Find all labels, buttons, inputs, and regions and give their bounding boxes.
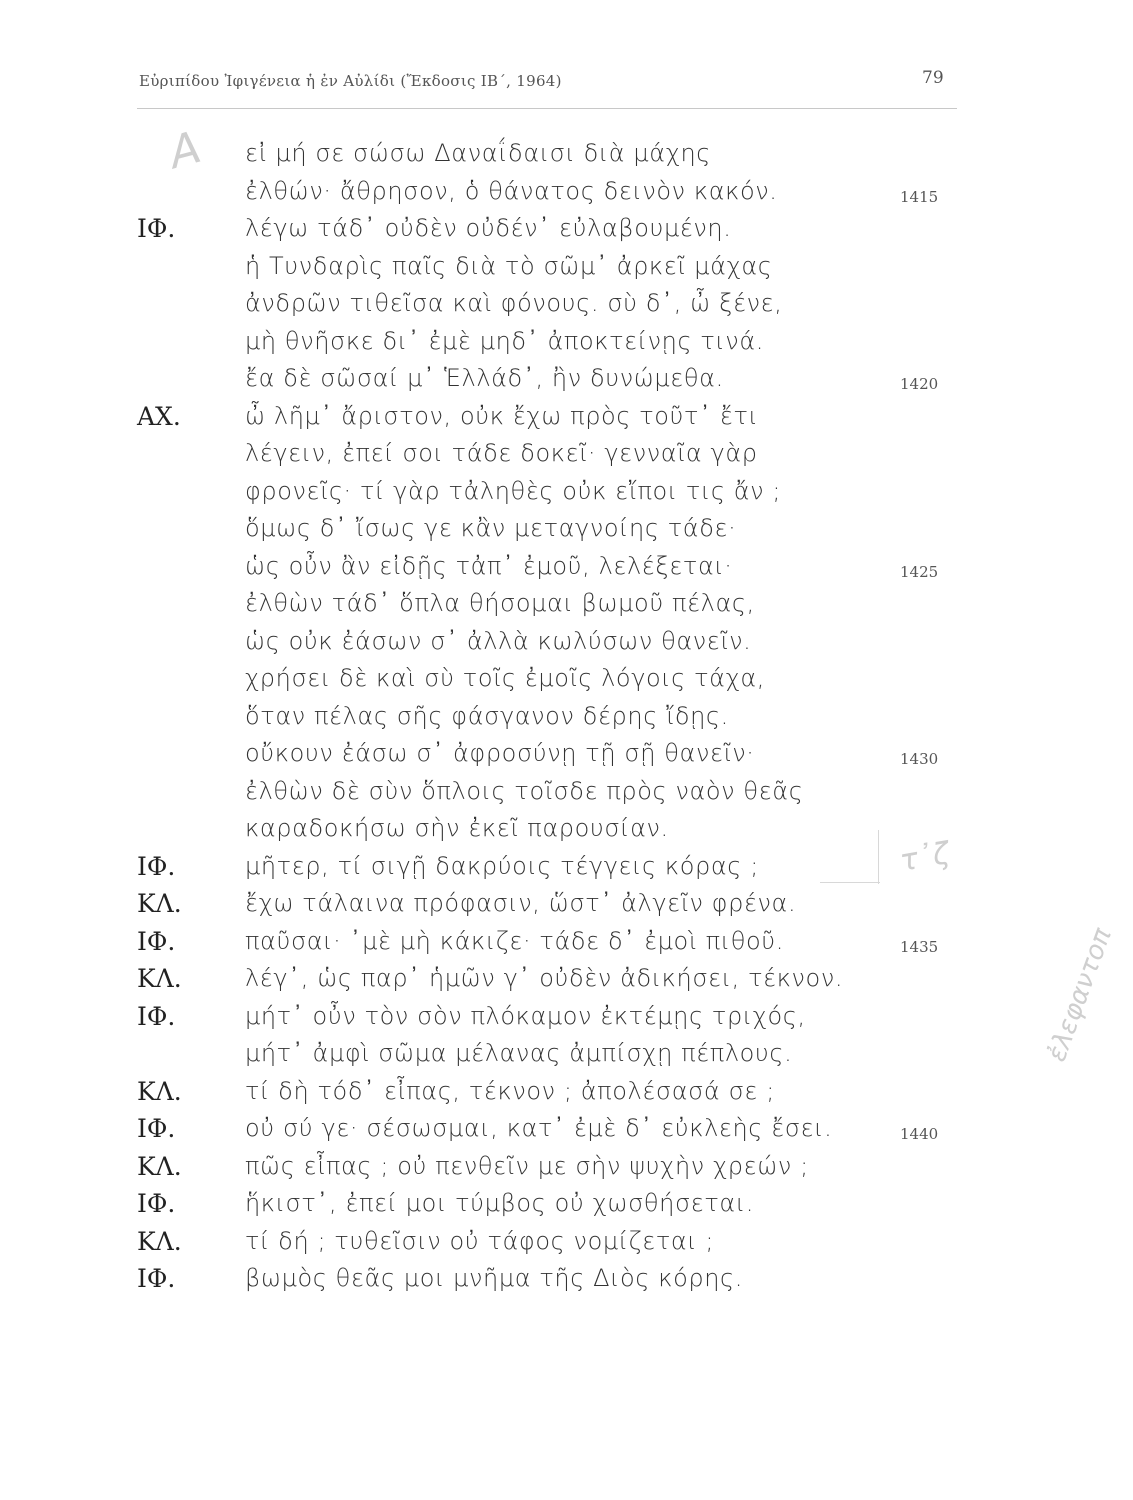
speaker-label: ΚΛ. bbox=[137, 1151, 182, 1181]
verse-line bbox=[0, 1185, 1133, 1223]
verse-text: λέγ᾽, ὡς παρ᾽ ἡμῶν γ᾽ οὐδὲν ἀδικήσει, τέκνον. bbox=[245, 964, 844, 992]
verse-text: ἡ Τυνδαρὶς παῖς διὰ τὸ σῶμ᾽ ἀρκεῖ μάχας bbox=[245, 251, 773, 280]
verse-line bbox=[0, 923, 1133, 961]
verse-line bbox=[0, 735, 1133, 773]
running-head: Εὐριπίδου Ἰφιγένεια ἡ ἐν Αὐλίδι (Ἔκδοσις ΙΒ΄, 1964) bbox=[139, 72, 562, 90]
speaker-label: ΙΦ. bbox=[137, 1264, 176, 1293]
line-number: 1420 bbox=[900, 375, 939, 393]
verse-line bbox=[0, 285, 1133, 323]
verse-text: μήτ᾽ ἀμφὶ σῶμα μέλανας ἀμπίσχῃ πέπλους. bbox=[245, 1039, 793, 1067]
verse-line bbox=[0, 698, 1133, 736]
verse-line bbox=[0, 248, 1133, 286]
verse-line bbox=[0, 398, 1133, 436]
verse-line bbox=[0, 773, 1133, 811]
verse-block bbox=[0, 135, 1133, 1298]
verse-text: λέγειν, ἐπεί σοι τάδε δοκεῖ· γενναῖα γὰρ bbox=[245, 439, 758, 467]
line-number: 1425 bbox=[900, 562, 939, 581]
verse-text: ὅταν πέλας σῆς φάσγανον δέρης ἴδῃς. bbox=[245, 701, 729, 730]
verse-text: τί δὴ τόδ᾽ εἶπας, τέκνον ; ἀπολέσασά σε ; bbox=[245, 1076, 775, 1105]
speaker-label: ΙΦ. bbox=[137, 1114, 176, 1143]
verse-line bbox=[0, 660, 1133, 698]
speaker-label: ΙΦ. bbox=[137, 1001, 176, 1031]
verse-line bbox=[0, 998, 1133, 1036]
verse-line bbox=[0, 1035, 1133, 1073]
verse-text: τί δή ; τυθεῖσιν οὐ τάφος νομίζεται ; bbox=[245, 1226, 715, 1255]
verse-text: οὐ σύ γε· σέσωσμαι, κατ᾽ ἐμὲ δ᾽ εὐκλεὴς ἔσει. bbox=[245, 1114, 833, 1142]
verse-text: φρονεῖς· τί γὰρ τἀληθὲς οὐκ εἴποι τις ἄν ; bbox=[245, 476, 782, 505]
verse-text: μήτ᾽ οὖν τὸν σὸν πλόκαμον ἐκτέμῃς τριχός, bbox=[245, 1001, 806, 1030]
page-number: 79 bbox=[922, 68, 944, 88]
verse-line bbox=[0, 585, 1133, 623]
speaker-label: ΚΛ. bbox=[137, 889, 182, 918]
line-number: 1440 bbox=[900, 1125, 939, 1143]
verse-text: ἥκιστ᾽, ἐπεί μοι τύμβος οὐ χωσθήσεται. bbox=[245, 1189, 754, 1217]
verse-text: οὔκουν ἐάσω σ᾽ ἀφροσύνῃ τῇ σῇ θανεῖν· bbox=[245, 739, 755, 767]
pencil-mark: ἐλεφαντοπ bbox=[1041, 924, 1118, 1066]
verse-text: ἀνδρῶν τιθεῖσα καὶ φόνους. σὺ δ᾽, ὦ ξένε, bbox=[245, 289, 783, 317]
verse-text: ὦ λῆμ᾽ ἄριστον, οὐκ ἔχω πρὸς τοῦτ᾽ ἔτι bbox=[245, 401, 759, 430]
verse-line bbox=[0, 1148, 1133, 1186]
verse-text: βωμὸς θεᾶς μοι μνῆμα τῆς Διὸς κόρης. bbox=[245, 1264, 743, 1292]
pencil-mark: Α bbox=[163, 121, 207, 180]
verse-line bbox=[0, 510, 1133, 548]
verse-line bbox=[0, 960, 1133, 998]
verse-line bbox=[0, 1110, 1133, 1148]
verse-line bbox=[0, 548, 1133, 586]
verse-line bbox=[0, 623, 1133, 661]
verse-text: ὡς οὐκ ἐάσων σ᾽ ἀλλὰ κωλύσων θανεῖν. bbox=[245, 626, 752, 655]
speaker-label: ΑΧ. bbox=[137, 401, 181, 431]
verse-text: ἐλθών· ἄθρησον, ὁ θάνατος δεινὸν κακόν. bbox=[245, 176, 778, 205]
verse-text: παῦσαι· ᾽μὲ μὴ κάκιζε· τάδε δ᾽ ἐμοὶ πιθοῦ. bbox=[245, 926, 784, 955]
verse-text: ἔχω τάλαινα πρόφασιν, ὥστ᾽ ἀλγεῖν φρένα. bbox=[245, 889, 797, 917]
verse-text: ἐλθὼν δὲ σὺν ὅπλοις τοῖσδε πρὸς ναὸν θεᾶς bbox=[245, 776, 804, 805]
speaker-label: ΚΛ. bbox=[137, 964, 182, 993]
speaker-label: ΚΛ. bbox=[137, 1076, 182, 1106]
speaker-label: ΙΦ. bbox=[137, 1189, 176, 1218]
pencil-mark: τ᾽ζ bbox=[897, 835, 953, 880]
verse-line bbox=[0, 135, 1133, 173]
verse-text: ἔα δὲ σῶσαί μ᾽ Ἑλλάδ᾽, ἢν δυνώμεθα. bbox=[245, 364, 724, 392]
verse-text: καραδοκήσω σὴν ἐκεῖ παρουσίαν. bbox=[245, 814, 669, 842]
line-number: 1435 bbox=[900, 937, 939, 956]
verse-line bbox=[0, 473, 1133, 511]
verse-line bbox=[0, 1073, 1133, 1111]
verse-line bbox=[0, 173, 1133, 211]
line-number: 1415 bbox=[900, 187, 939, 206]
verse-line bbox=[0, 1223, 1133, 1261]
verse-line bbox=[0, 1260, 1133, 1298]
verse-text: χρήσει δὲ καὶ σὺ τοῖς ἐμοῖς λόγοις τάχα, bbox=[245, 664, 766, 692]
verse-line bbox=[0, 435, 1133, 473]
verse-line bbox=[0, 323, 1133, 361]
verse-text: ὅμως δ᾽ ἴσως γε κἂν μεταγνοίης τάδε· bbox=[245, 514, 737, 542]
line-number: 1430 bbox=[900, 750, 939, 768]
verse-text: μὴ θνῆσκε δι᾽ ἐμὲ μηδ᾽ ἀποκτείνῃς τινά. bbox=[245, 326, 764, 355]
verse-text: ἐλθὼν τάδ᾽ ὅπλα θήσομαι βωμοῦ πέλας, bbox=[245, 589, 755, 617]
verse-line bbox=[0, 360, 1133, 398]
verse-text: ὡς οὖν ἂν εἰδῇς τἀπ᾽ ἐμοῦ, λελέξεται· bbox=[245, 551, 733, 580]
verse-text: μῆτερ, τί σιγῇ δακρύοις τέγγεις κόρας ; bbox=[245, 851, 759, 880]
speaker-label: ΚΛ. bbox=[137, 1226, 182, 1256]
verse-line bbox=[0, 210, 1133, 248]
header-rule bbox=[137, 108, 957, 109]
verse-text: λέγω τάδ᾽ οὐδὲν οὐδέν᾽ εὐλαβουμένη. bbox=[245, 214, 732, 242]
verse-text: πῶς εἶπας ; οὐ πενθεῖν με σὴν ψυχὴν χρεών ; bbox=[245, 1151, 809, 1180]
speaker-label: ΙΦ. bbox=[137, 926, 176, 956]
speaker-label: ΙΦ. bbox=[137, 851, 176, 881]
verse-line bbox=[0, 810, 1133, 848]
verse-text: εἰ μή σε σώσω Δαναΐδαισι διὰ μάχης bbox=[245, 139, 711, 167]
speaker-label: ΙΦ. bbox=[137, 214, 176, 243]
verse-line bbox=[0, 848, 1133, 886]
verse-line bbox=[0, 885, 1133, 923]
